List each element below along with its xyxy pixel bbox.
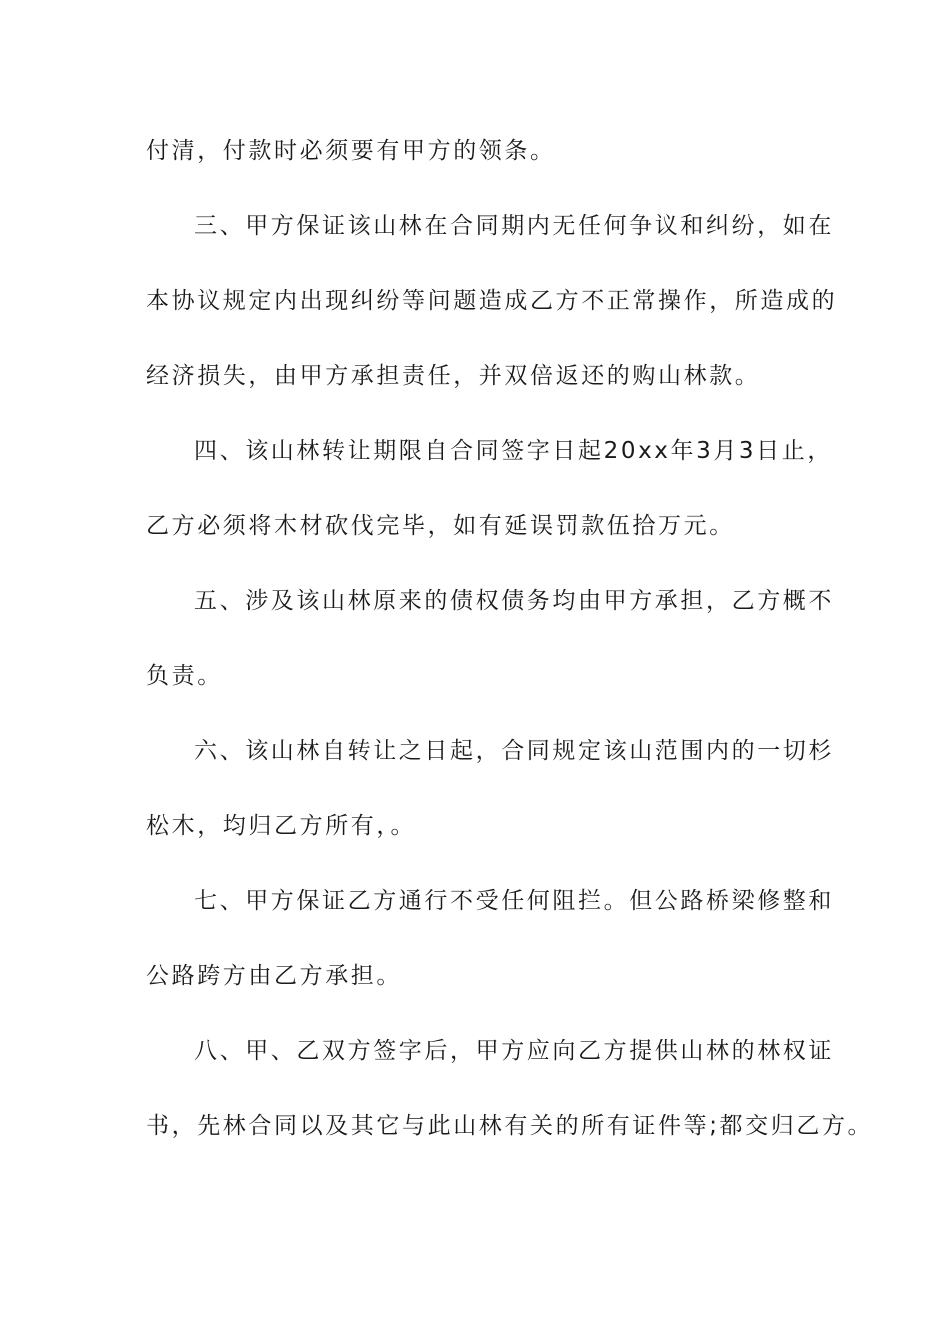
text-line: 付清，付款时必须要有甲方的领条。 bbox=[146, 138, 556, 164]
text-line: 负责。 bbox=[146, 663, 223, 689]
text-line: 本协议规定内出现纠纷等问题造成乙方不正常操作，所造成的 bbox=[146, 288, 838, 314]
clause-7-line: 七、甲方保证乙方通行不受任何阻拦。但公路桥梁修整和 bbox=[194, 888, 834, 914]
text-line: 书，先林合同以及其它与此山林有关的所有证件等;都交归乙方。 bbox=[146, 1113, 874, 1139]
clause-5-line: 五、涉及该山林原来的债权债务均由甲方承担，乙方概不 bbox=[194, 588, 834, 614]
text-line: 公路跨方由乙方承担。 bbox=[146, 963, 402, 989]
clause-3-line: 三、甲方保证该山林在合同期内无任何争议和纠纷，如在 bbox=[194, 213, 834, 239]
clause-8-line: 八、甲、乙双方签字后，甲方应向乙方提供山林的林权证 bbox=[194, 1038, 834, 1064]
clause-4-line: 四、该山林转让期限自合同签字日起20xx年3月3日止， bbox=[194, 438, 833, 464]
text-line: 经济损失，由甲方承担责任，并双倍返还的购山林款。 bbox=[146, 363, 761, 389]
text-line: 松木，均归乙方所有，。 bbox=[146, 813, 417, 839]
clause-6-line: 六、该山林自转让之日起，合同规定该山范围内的一切杉 bbox=[194, 738, 834, 764]
text-line: 乙方必须将木材砍伐完毕，如有延误罚款伍拾万元。 bbox=[146, 513, 735, 539]
